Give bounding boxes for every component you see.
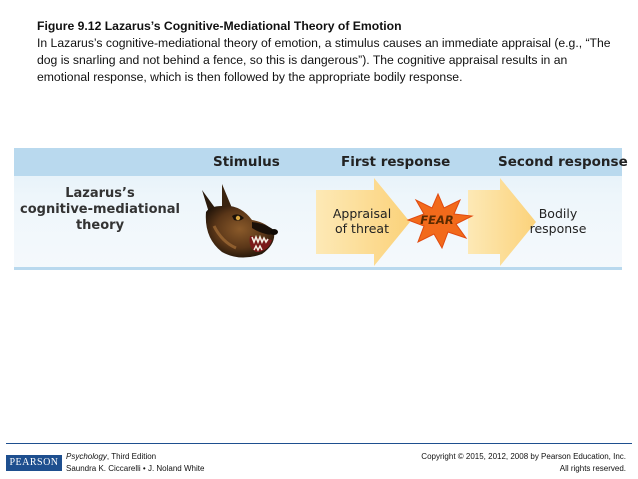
stimulus-header: Stimulus	[213, 154, 280, 170]
theory-label-line: Lazarus’s	[65, 186, 135, 201]
book-edition: , Third Edition	[106, 452, 157, 461]
theory-label-line: theory	[75, 218, 125, 233]
bodily-line: response	[529, 221, 587, 236]
appraisal-line: of threat	[335, 221, 389, 236]
appraisal-line: Appraisal	[332, 206, 392, 221]
pearson-logo: PEARSON	[6, 455, 62, 471]
theory-diagram	[14, 148, 628, 270]
book-title: Psychology	[66, 452, 107, 461]
bodily-response-label	[520, 206, 596, 236]
copyright-text: Copyright © 2015, 2012, 2008 by Pearson Education, Inc.	[421, 452, 626, 461]
figure-description: In Lazarus’s cognitive-mediational theory of emotion, a stimulus causes an immediate appraisal (e.g., “The dog is snarling and not behind a fence, so this is dangerous”). The cognitive appraisal results in an emotional response, which is then followed by the appropriate bodily response.	[37, 36, 611, 84]
book-authors: Saundra K. Ciccarelli • J. Noland White	[66, 464, 205, 473]
second-response-header: Second response	[498, 154, 628, 170]
figure-title: Figure 9.12 Lazarus’s Cognitive-Mediational Theory of Emotion	[37, 19, 402, 33]
first-response-header: First response	[341, 154, 451, 170]
theory-label-line: cognitive-mediational	[20, 202, 180, 217]
figure-caption	[37, 18, 617, 86]
bodily-line: Bodily	[538, 206, 578, 221]
appraisal-of-threat-label	[324, 206, 400, 236]
fear-label: FEAR	[420, 213, 454, 227]
book-info	[66, 451, 204, 475]
copyright-notice	[421, 451, 626, 475]
rights-text: All rights reserved.	[559, 464, 626, 473]
footer-divider	[6, 443, 632, 444]
